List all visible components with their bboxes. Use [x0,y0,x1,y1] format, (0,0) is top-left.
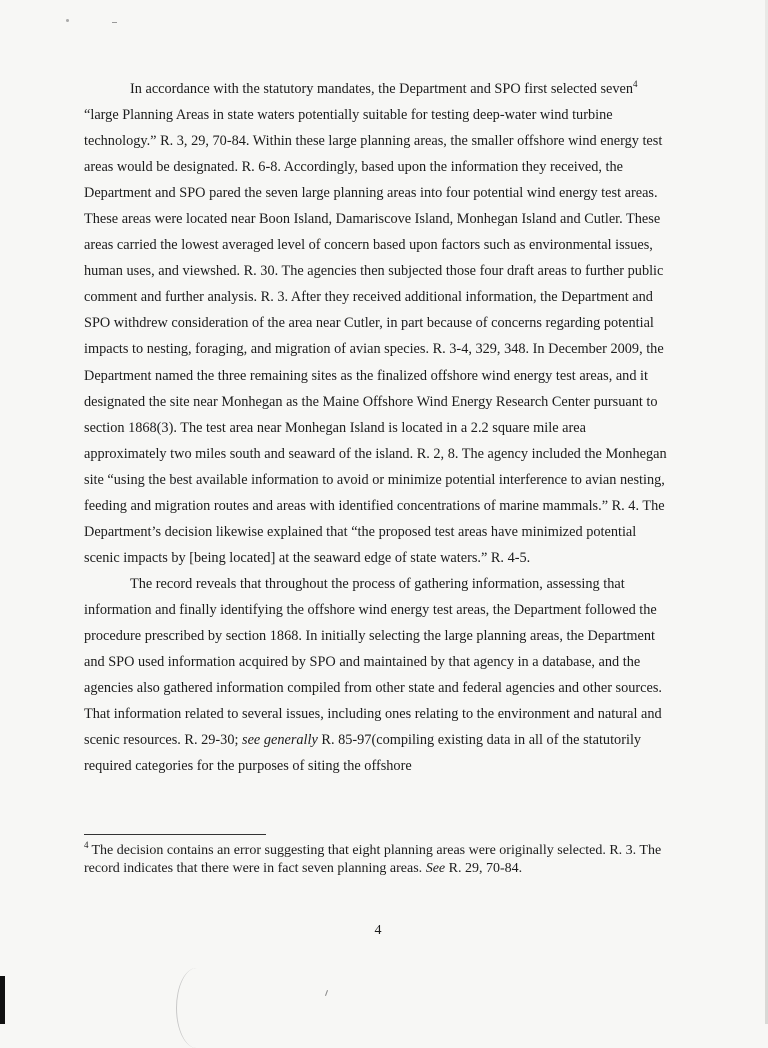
paragraph-1 [84,76,668,571]
paragraph-2 [84,571,668,779]
page-number: 4 [374,923,382,938]
footnote-divider [84,834,266,835]
scan-edge-artifact [0,976,5,1024]
footnote-4 [84,842,674,878]
body-text [84,76,668,779]
footnote-text-a: The decision contains an error suggesting that eight planning areas were originally selected. R. 3. The record indicates that there were in fact seven planning areas. [84,843,662,876]
scan-speck [112,22,117,23]
scan-speck [66,19,69,22]
footnote-reference-4: 4 [633,79,638,90]
paragraph-1-text-a: In accordance with the statutory mandates, the Department and SPO first selected seven [130,81,634,97]
scan-speck [325,990,328,996]
paragraph-2-italic-signal: see generally [242,732,318,749]
footnote-italic-see: See [425,861,446,876]
footnote-mark: 4 [84,840,89,851]
paragraph-1-text-b: “large Planning Areas in state waters potentially suitable for testing deep-water wind turbine technology.” R. 3, 29, 70-84. Within these large planning areas, the smaller offshore wind energy test areas would be designated. R. 6-8. Accordingly, based upon the information they received, the Department and SPO pared the seven large planning areas into four potential wind energy test areas. These areas were located near Boon Island, Damariscove Island, Monhegan Island and Cutler. These areas carried the lowest averaged level of concern based upon factors such as environmental issues, human uses, and viewshed. R. 30. The agencies then subjected those four draft areas to further public comment and further analysis. R. 3. After they received additional information, the Department and SPO withdrew consideration of the area near Cutler, in part because of concerns regarding potential impacts to nesting, foraging, and migration of avian species. R. 3-4, 329, 348. In December 2009, the Department named the three remaining sites as the finalized offshore wind energy test areas, and it designated the site near Monhegan as the Maine Offshore Wind Energy Research Center pursuant to section 1868(3). The test area near Monhegan Island is located in a 2.2 square mile area approximately two miles south and seaward of the island. R. 2, 8. The agency included the Monhegan site “using the best available information to avoid or minimize potential interference to avian nesting, feeding and migration routes and areas with identified concentrations of marine mammals.” R. 4. The Department’s decision likewise explained that “the proposed test areas have minimized potential scenic impacts by [being located] at the seaward edge of state waters.” R. 4-5. [84,107,667,566]
paragraph-2-text-b: R. 85-97(compiling existing data in all of the statutorily required categories for the purposes of siting the offshore [84,732,642,775]
scan-fold-artifact [176,968,217,1048]
paragraph-2-text-a: The record reveals that throughout the process of gathering information, assessing that information and finally identifying the offshore wind energy test areas, the Department followed the procedure prescribed by section 1868. In initially selecting the large planning areas, the Department and SPO used information acquired by SPO and maintained by that agency in a database, and the agencies also gathered information compiled from other state and federal agencies and other sources. That information related to several issues, including ones relating to the environment and natural and scenic resources. R. 29-30; [84,575,662,749]
footnote-text-b: R. 29, 70-84. [445,861,523,876]
